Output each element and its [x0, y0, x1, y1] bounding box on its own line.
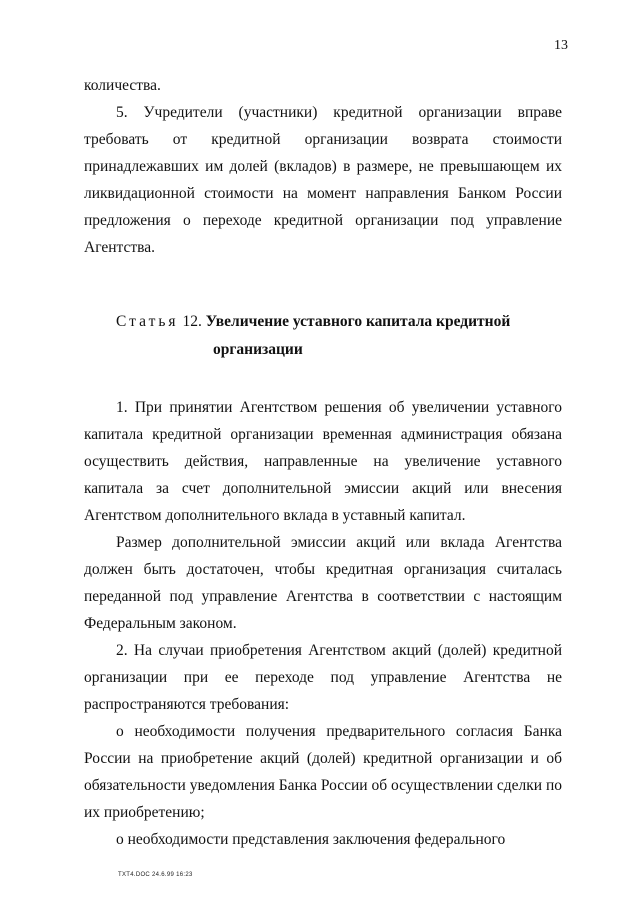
paragraph: Размер дополнительной эмиссии акций или вклада Агентства должен быть достаточен, чтобы кредитная организация считалась переданной под управление Агентства в соответствии с настоящим Федеральным законом. — [84, 534, 562, 632]
document-body — [84, 72, 562, 853]
paragraph: о необходимости представления заключения федерального — [116, 831, 506, 848]
article-title-line2: организации — [213, 341, 303, 358]
paragraph: количества. — [84, 77, 161, 94]
page-number: 13 — [554, 38, 568, 53]
paragraph: 5. Учредители (участники) кредитной организации вправе требовать от кредитной организации возврата стоимости принадлежавших им долей (вкладов) в размере, не превышающем их ликвидационной стоимости на момент направления Банком России предложения о переходе кредитной организации под управление Агентства. — [84, 104, 562, 256]
paragraph: 1. При принятии Агентством решения об увеличении уставного капитала кредитной организации временная администрация обязана осуществить действия, направленные на увеличение уставного капитала за счет дополнительной эмиссии акций или внесения Агентством дополнительного вклада в уставный капитал. — [84, 399, 562, 524]
paragraph: 2. На случаи приобретения Агентством акций (долей) кредитной организации при ее переходе под управление Агентства не распространяются требования: — [84, 642, 562, 713]
paragraph: о необходимости получения предварительного согласия Банка России на приобретение акций (долей) кредитной организации и об обязательности уведомления Банка России об осуществлении сделки по их приобретению; — [84, 723, 562, 821]
article-heading — [84, 308, 562, 364]
article-label: Статья — [116, 313, 179, 330]
article-number: 12. — [182, 313, 202, 330]
file-footer: TXT4.DOC 24.6.99 16:23 — [118, 872, 193, 878]
article-title-line1: Увеличение уставного капитала кредитной — [205, 313, 511, 330]
